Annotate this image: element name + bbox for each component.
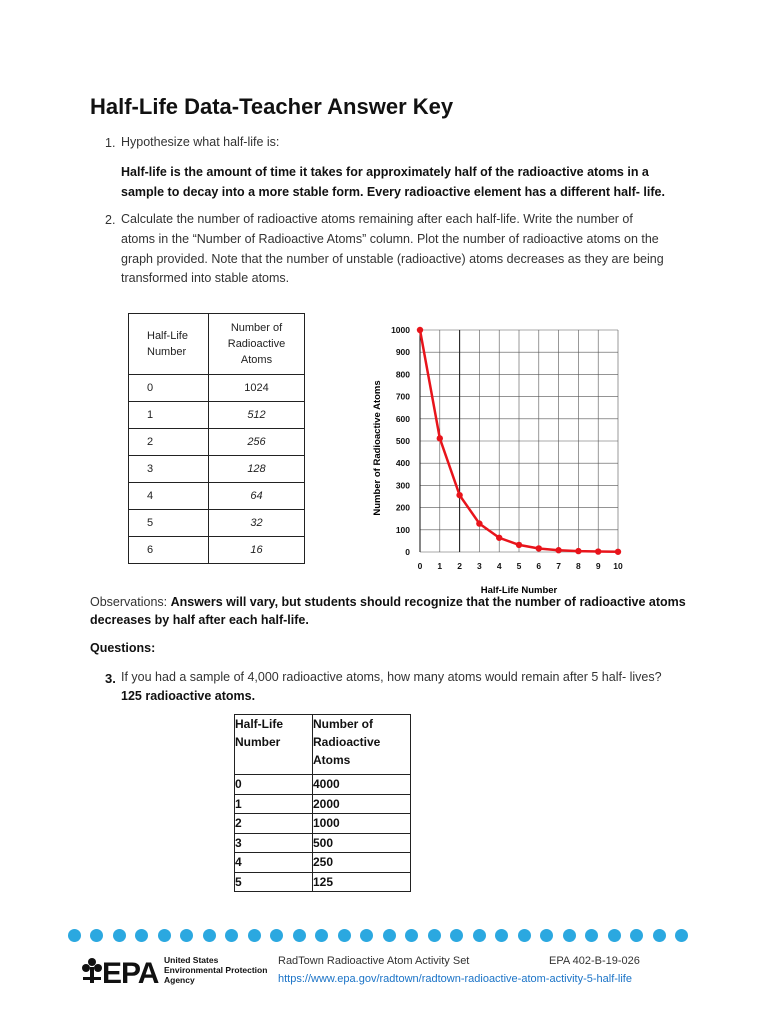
y-axis-ticks — [391, 325, 410, 557]
footer-activity-set: RadTown Radioactive Atom Activity Set — [278, 955, 470, 967]
footer-dot — [473, 929, 486, 942]
table-cell: 3 — [235, 833, 313, 853]
header-number-of-atoms — [313, 715, 411, 775]
epa-flower-icon — [82, 958, 102, 983]
chart-grid — [420, 330, 618, 552]
q2-line1: Calculate the number of radioactive atoms remaining after each half-life. Write the number of — [121, 212, 633, 226]
data-point — [516, 542, 522, 548]
y-axis-label: Number of Radioactive Atoms — [372, 380, 383, 516]
footer-dot — [315, 929, 328, 942]
y-tick-label: 200 — [395, 502, 410, 513]
y-tick-label: 0 — [405, 547, 410, 557]
footer-dot — [495, 929, 508, 942]
q2-line4: transformed into stable atoms. — [121, 271, 290, 285]
half-life-chart — [360, 318, 640, 596]
table-row — [129, 375, 305, 402]
footer-dot — [540, 929, 553, 942]
footer-dot — [428, 929, 441, 942]
footer-dot — [585, 929, 598, 942]
header-number-of-atoms — [209, 314, 305, 375]
footer-dot — [270, 929, 283, 942]
q2-line2: atoms in the “Number of Radioactive Atoms” column. Plot the number of radioactive atoms on the — [121, 232, 659, 246]
data-point — [595, 548, 601, 554]
q1-answer-line2: sample to decay into a more stable form. Every radioactive element has a different half- life. — [121, 185, 665, 199]
q2-line3: graph provided. Note that the number of unstable (radioactive) atoms decreases as they are being — [121, 252, 664, 266]
table-cell: 2 — [129, 429, 209, 456]
observations-answer: Answers will vary, but students should recognize that the number of radioactive atoms — [170, 595, 686, 609]
header-text: Atoms — [240, 354, 273, 366]
table-row — [235, 794, 411, 814]
q2-number: 2. — [105, 213, 116, 227]
table-cell: 5 — [129, 510, 209, 537]
table-cell: 128 — [209, 456, 305, 483]
table-cell: 0 — [129, 375, 209, 402]
header-text: Atoms — [313, 753, 351, 767]
table-cell: 256 — [209, 429, 305, 456]
table-row — [129, 537, 305, 564]
footer-dot-divider — [68, 929, 688, 943]
footer-doc-number: EPA 402-B-19-026 — [549, 955, 640, 967]
table-cell: 125 — [313, 872, 411, 892]
footer-dot — [608, 929, 621, 942]
footer-dot — [203, 929, 216, 942]
x-tick-label: 2 — [457, 561, 462, 571]
data-point — [417, 327, 423, 333]
table-cell: 1000 — [313, 814, 411, 834]
table-cell: 1024 — [209, 375, 305, 402]
x-tick-label: 0 — [417, 561, 423, 571]
header-text: Radioactive — [313, 735, 381, 749]
table-header-row — [235, 715, 411, 775]
table-row — [129, 456, 305, 483]
footer-dot — [518, 929, 531, 942]
table-row — [235, 853, 411, 873]
q1-prompt: Hypothesize what half-life is: — [121, 135, 280, 149]
data-point — [456, 492, 462, 498]
table-cell: 5 — [235, 872, 313, 892]
header-text: Number of — [313, 717, 373, 731]
x-tick-label: 7 — [556, 561, 561, 571]
data-point — [615, 549, 621, 555]
table-cell: 512 — [209, 402, 305, 429]
questions-heading: Questions: — [90, 641, 156, 655]
q3-prompt: If you had a sample of 4,000 radioactive atoms, how many atoms would remain after 5 half- lives? — [121, 670, 662, 684]
page-title: Half-Life Data-Teacher Answer Key — [90, 94, 454, 119]
x-axis-label: Half-Life Number — [480, 585, 558, 596]
footer-dot — [338, 929, 351, 942]
table-cell: 16 — [209, 537, 305, 564]
epa-logo-text: EPA — [102, 957, 159, 987]
q1-answer-line1: Half-life is the amount of time it takes for approximately half of the radioactive atoms in a — [121, 165, 649, 179]
x-tick-label: 3 — [477, 561, 482, 571]
footer-dot — [68, 929, 81, 942]
y-tick-label: 300 — [395, 480, 410, 491]
footer-url-link[interactable]: https://www.epa.gov/radtown/radtown-radioactive-atom-activity-5-half-life — [278, 973, 632, 985]
header-text: Half-Life — [147, 330, 188, 342]
epa-logo — [80, 953, 270, 987]
table-cell: 500 — [313, 833, 411, 853]
table-cell: 2000 — [313, 794, 411, 814]
table-header-row — [129, 314, 305, 375]
x-axis-ticks — [418, 561, 623, 571]
table-cell: 4 — [235, 853, 313, 873]
y-tick-label: 1000 — [391, 325, 410, 335]
table-cell: 250 — [313, 853, 411, 873]
x-tick-label: 8 — [576, 561, 581, 571]
footer-dot — [653, 929, 666, 942]
table-cell: 32 — [209, 510, 305, 537]
table-cell: 1 — [129, 402, 209, 429]
footer-dot — [113, 929, 126, 942]
table-row — [235, 833, 411, 853]
q1-number: 1. — [105, 136, 116, 150]
table-row — [129, 510, 305, 537]
table-cell: 0 — [235, 775, 313, 795]
table-cell: 2 — [235, 814, 313, 834]
y-tick-label: 400 — [395, 458, 410, 469]
x-tick-label: 10 — [613, 561, 623, 571]
table-row — [235, 775, 411, 795]
header-text: Number of — [230, 322, 283, 334]
table-row — [129, 429, 305, 456]
footer-dot — [675, 929, 688, 942]
y-tick-label: 700 — [395, 391, 410, 402]
header-half-life-number — [235, 715, 313, 775]
observations-line2: decreases by half after each half-life. — [90, 613, 309, 627]
x-tick-label: 5 — [516, 561, 522, 571]
data-point — [476, 520, 482, 526]
footer-dot — [450, 929, 463, 942]
agency-line2: Environmental Protection — [164, 965, 268, 975]
footer-dot — [248, 929, 261, 942]
footer-dot — [135, 929, 148, 942]
footer-dot — [383, 929, 396, 942]
q3-answer: 125 radioactive atoms. — [121, 689, 256, 703]
header-text: Half-Life — [235, 717, 283, 731]
y-tick-label: 500 — [395, 436, 410, 446]
footer-dot — [563, 929, 576, 942]
table-cell: 4 — [129, 483, 209, 510]
data-point — [437, 435, 443, 441]
footer-dot — [180, 929, 193, 942]
footer-dot — [405, 929, 418, 942]
table-cell: 6 — [129, 537, 209, 564]
table-cell: 3 — [129, 456, 209, 483]
data-point — [575, 548, 581, 554]
data-point — [555, 547, 561, 553]
footer-dot — [293, 929, 306, 942]
table-row — [129, 483, 305, 510]
y-tick-label: 100 — [395, 524, 410, 535]
footer-dot — [360, 929, 373, 942]
footer-dot — [225, 929, 238, 942]
header-half-life-number — [129, 314, 209, 375]
data-point — [496, 535, 502, 541]
observations-label: Observations: — [90, 595, 171, 609]
table-row — [235, 872, 411, 892]
header-text: Number — [235, 735, 281, 749]
x-tick-label: 1 — [437, 561, 443, 571]
table-cell: 1 — [235, 794, 313, 814]
table-row — [235, 814, 411, 834]
header-text: Number — [147, 346, 187, 358]
footer-dot — [158, 929, 171, 942]
agency-line1: United States — [164, 955, 219, 965]
half-life-table-4000 — [234, 714, 411, 892]
footer-dot — [630, 929, 643, 942]
data-point — [536, 545, 542, 551]
table-cell: 4000 — [313, 775, 411, 795]
y-tick-label: 800 — [395, 369, 410, 380]
table-cell: 64 — [209, 483, 305, 510]
table-row — [129, 402, 305, 429]
y-tick-label: 900 — [395, 347, 410, 358]
q3-number: 3. — [105, 671, 116, 686]
observations-line1 — [90, 592, 686, 612]
agency-line3: Agency — [164, 975, 195, 985]
x-tick-label: 4 — [496, 561, 502, 571]
x-tick-label: 9 — [595, 561, 601, 571]
y-tick-label: 600 — [395, 413, 410, 424]
x-tick-label: 6 — [536, 561, 542, 571]
header-text: Radioactive — [227, 338, 286, 350]
half-life-table-1024 — [128, 313, 305, 564]
footer-dot — [90, 929, 103, 942]
